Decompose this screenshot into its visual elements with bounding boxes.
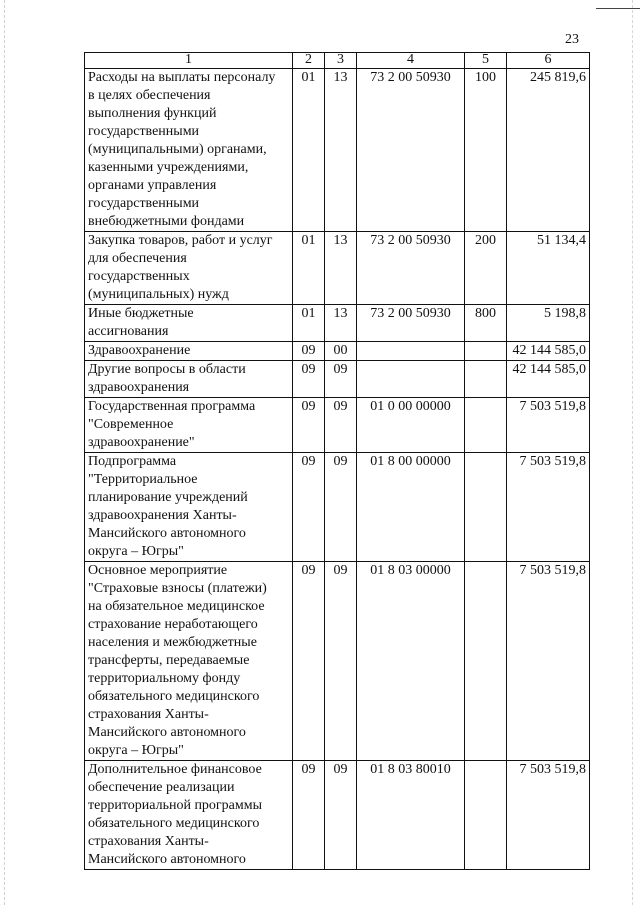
row-name-line: территориальному фонду	[88, 671, 241, 686]
expense-type-cell: 200	[465, 232, 507, 305]
row-name-line: Иные бюджетные	[88, 306, 194, 321]
target-article-cell: 01 8 00 00000	[357, 453, 465, 562]
row-name-line: "Территориальное	[88, 472, 198, 487]
section-code-cell: 09	[293, 398, 325, 453]
row-name-line: обязательного медицинского	[88, 816, 260, 831]
subsection-code-cell: 13	[325, 232, 357, 305]
header-col-4: 4	[357, 53, 465, 69]
table-row	[85, 761, 590, 870]
row-name-cell	[85, 761, 293, 870]
row-name-cell	[85, 453, 293, 562]
row-name-line: государственных	[88, 269, 190, 284]
subsection-code-cell: 09	[325, 361, 357, 398]
target-article-cell: 01 8 03 00000	[357, 562, 465, 761]
row-name-line: обеспечение реализации	[88, 780, 235, 795]
section-code-cell: 01	[293, 305, 325, 342]
subsection-code-cell: 00	[325, 342, 357, 361]
target-article-cell	[357, 342, 465, 361]
row-name-line: округа – Югры"	[88, 743, 184, 758]
expense-type-cell	[465, 361, 507, 398]
subsection-code-cell: 09	[325, 398, 357, 453]
row-name-line: "Современное	[88, 417, 174, 432]
row-name-line: на обязательное медицинское	[88, 599, 265, 614]
row-name-cell	[85, 398, 293, 453]
table-row	[85, 342, 590, 361]
expense-type-cell: 800	[465, 305, 507, 342]
row-name-line: Основное мероприятие	[88, 563, 228, 578]
row-name-line: Здравоохранение	[88, 343, 191, 358]
table-row	[85, 398, 590, 453]
section-code-cell: 09	[293, 361, 325, 398]
row-name-line: Мансийского автономного	[88, 852, 246, 867]
amount-cell: 245 819,6	[507, 69, 590, 232]
row-name-line: выполнения функций	[88, 106, 217, 121]
row-name-line: здравоохранение"	[88, 435, 195, 450]
row-name-line: (муниципальными) органами,	[88, 142, 267, 157]
row-name-line: страхование неработающего	[88, 617, 258, 632]
table-row	[85, 361, 590, 398]
scan-edge-right	[632, 0, 634, 905]
row-name-line: Закупка товаров, работ и услуг	[88, 233, 273, 248]
amount-cell: 7 503 519,8	[507, 562, 590, 761]
row-name-line: населения и межбюджетные	[88, 635, 257, 650]
row-name-line: страхования Ханты-	[88, 707, 209, 722]
row-name-line: Мансийского автономного	[88, 526, 246, 541]
row-name-line: Подпрограмма	[88, 454, 177, 469]
row-name-line: (муниципальных) нужд	[88, 287, 229, 302]
section-code-cell: 01	[293, 232, 325, 305]
table-row	[85, 232, 590, 305]
row-name-line: Мансийского автономного	[88, 725, 246, 740]
row-name-line: государственными	[88, 196, 200, 211]
row-name-line: Расходы на выплаты персоналу	[88, 70, 276, 85]
header-col-2: 2	[293, 53, 325, 69]
amount-cell: 7 503 519,8	[507, 761, 590, 870]
subsection-code-cell: 13	[325, 305, 357, 342]
row-name-line: Дополнительное финансовое	[88, 762, 262, 777]
amount-cell: 7 503 519,8	[507, 398, 590, 453]
section-code-cell: 01	[293, 69, 325, 232]
page-number: 23	[565, 32, 579, 47]
expense-type-cell	[465, 562, 507, 761]
subsection-code-cell: 13	[325, 69, 357, 232]
amount-cell: 42 144 585,0	[507, 361, 590, 398]
header-col-6: 6	[507, 53, 590, 69]
target-article-cell: 73 2 00 50930	[357, 69, 465, 232]
row-name-cell	[85, 562, 293, 761]
row-name-line: казенными учреждениями,	[88, 160, 249, 175]
row-name-line: Другие вопросы в области	[88, 362, 246, 377]
table-row	[85, 453, 590, 562]
expense-type-cell	[465, 761, 507, 870]
header-col-1: 1	[85, 53, 293, 69]
row-name-line: обязательного медицинского	[88, 689, 260, 704]
row-name-line: внебюджетными фондами	[88, 214, 245, 229]
row-name-line: планирование учреждений	[88, 490, 248, 505]
amount-cell: 42 144 585,0	[507, 342, 590, 361]
row-name-cell	[85, 305, 293, 342]
amount-cell: 51 134,4	[507, 232, 590, 305]
row-name-line: здравоохранения	[88, 380, 190, 395]
section-code-cell: 09	[293, 453, 325, 562]
target-article-cell	[357, 361, 465, 398]
header-col-5: 5	[465, 53, 507, 69]
target-article-cell: 01 8 03 80010	[357, 761, 465, 870]
expense-type-cell: 100	[465, 69, 507, 232]
row-name-cell	[85, 342, 293, 361]
table-row	[85, 305, 590, 342]
table-row	[85, 562, 590, 761]
subsection-code-cell: 09	[325, 453, 357, 562]
row-name-line: Государственная программа	[88, 399, 256, 414]
row-name-line: органами управления	[88, 178, 217, 193]
row-name-line: государственными	[88, 124, 200, 139]
target-article-cell: 01 0 00 00000	[357, 398, 465, 453]
target-article-cell: 73 2 00 50930	[357, 232, 465, 305]
expense-type-cell	[465, 342, 507, 361]
table-body	[85, 69, 590, 870]
amount-cell: 5 198,8	[507, 305, 590, 342]
row-name-line: для обеспечения	[88, 251, 187, 266]
scan-edge-left	[4, 0, 6, 905]
amount-cell: 7 503 519,8	[507, 453, 590, 562]
row-name-line: "Страховые взносы (платежи)	[88, 581, 267, 596]
budget-table	[84, 52, 590, 870]
header-row	[85, 53, 590, 69]
target-article-cell: 73 2 00 50930	[357, 305, 465, 342]
row-name-line: округа – Югры"	[88, 544, 184, 559]
section-code-cell: 09	[293, 342, 325, 361]
row-name-line: здравоохранения Ханты-	[88, 508, 237, 523]
expense-type-cell	[465, 398, 507, 453]
scan-top-mark	[596, 8, 640, 9]
subsection-code-cell: 09	[325, 761, 357, 870]
row-name-line: ассигнования	[88, 324, 169, 339]
section-code-cell: 09	[293, 761, 325, 870]
row-name-cell	[85, 69, 293, 232]
row-name-line: трансферты, передаваемые	[88, 653, 250, 668]
row-name-cell	[85, 232, 293, 305]
table-row	[85, 69, 590, 232]
row-name-cell	[85, 361, 293, 398]
section-code-cell: 09	[293, 562, 325, 761]
row-name-line: в целях обеспечения	[88, 88, 211, 103]
row-name-line: территориальной программы	[88, 798, 263, 813]
subsection-code-cell: 09	[325, 562, 357, 761]
row-name-line: страхования Ханты-	[88, 834, 209, 849]
header-col-3: 3	[325, 53, 357, 69]
expense-type-cell	[465, 453, 507, 562]
